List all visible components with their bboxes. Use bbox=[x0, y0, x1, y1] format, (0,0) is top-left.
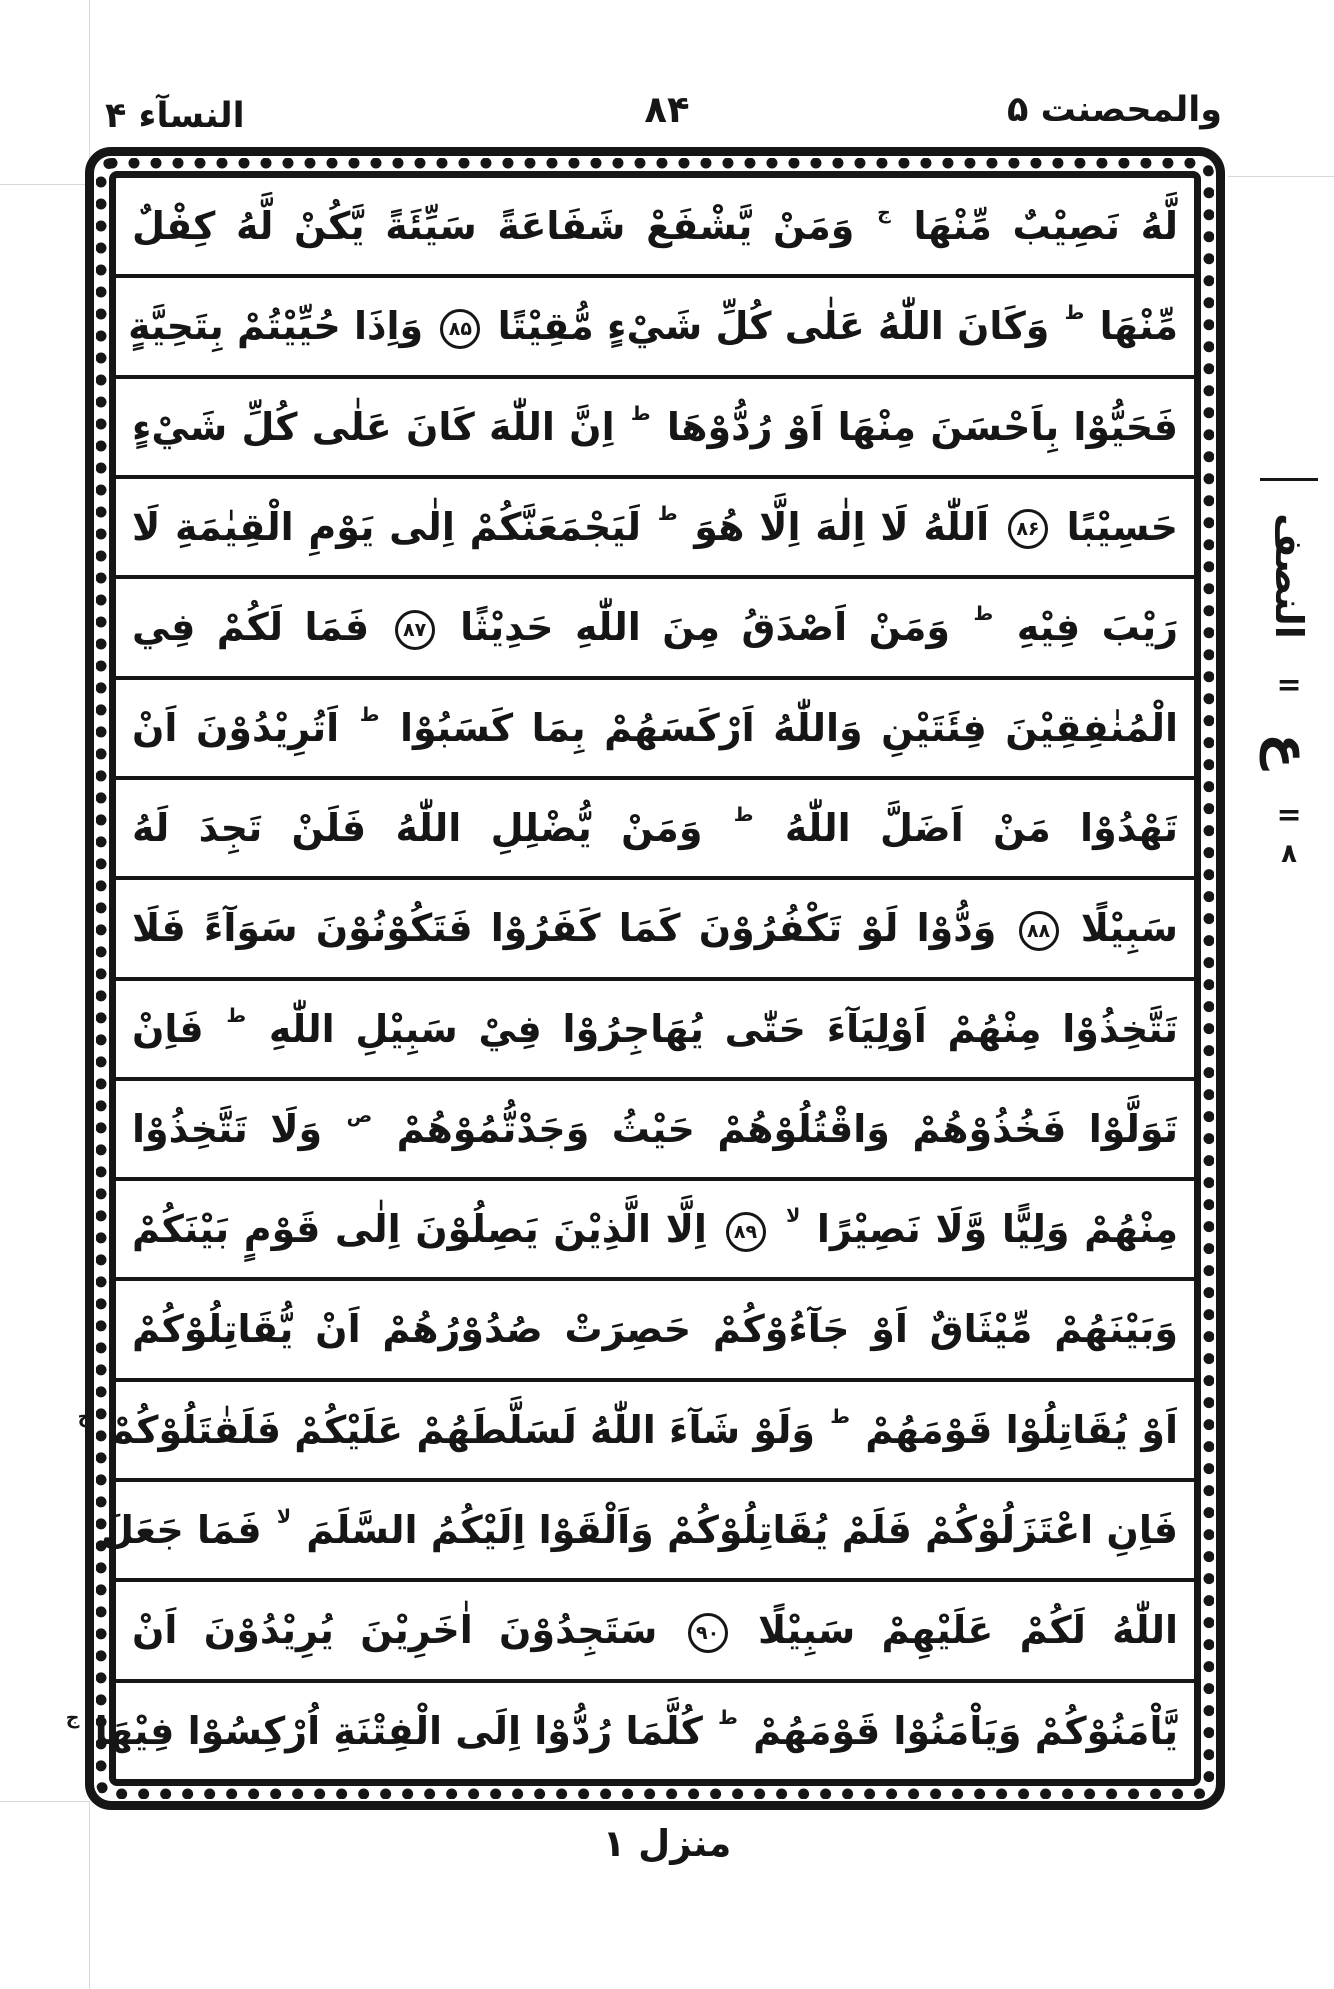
quran-text: وَلَا تَتَّخِذُوْا bbox=[132, 1106, 323, 1151]
quran-text: تَوَلَّوْا فَخُذُوْهُمْ وَاقْتُلُوْهُمْ حَيْثُ وَجَدْتُّمُوْهُمْ bbox=[396, 1106, 1178, 1151]
verse-number-badge: ۸۶ bbox=[1008, 509, 1048, 549]
quran-line: تَتَّخِذُوْا مِنْهُمْ اَوْلِيَآءَ حَتّٰى يُهَاجِرُوْا فِيْ سَبِيْلِ اللّٰهِ ط فَاِنْ bbox=[116, 981, 1194, 1081]
quran-text: يَّاْمَنُوْكُمْ وَيَاْمَنُوْا قَوْمَهُمْ bbox=[753, 1708, 1178, 1753]
quran-text: سَبِيْلًا bbox=[1080, 906, 1178, 951]
verse-number-badge: ۸۸ bbox=[1019, 911, 1059, 951]
beaded-border bbox=[65, 158, 1214, 1799]
scan-guide-line-top-right-horizontal bbox=[1228, 176, 1334, 177]
ruku-number: ۸ bbox=[1281, 839, 1297, 869]
scan-guide-line-top-left-horizontal bbox=[0, 184, 89, 185]
quran-line: لَّهُ نَصِيْبٌ مِّنْهَا ج وَمَنْ يَّشْفَعْ شَفَاعَةً سَيِّئَةً يَّكُنْ لَّهُ كِفْلٌ bbox=[116, 178, 1194, 278]
quran-text: لَّهُ نَصِيْبٌ مِّنْهَا bbox=[913, 204, 1178, 248]
quran-line: تَوَلَّوْا فَخُذُوْهُمْ وَاقْتُلُوْهُمْ حَيْثُ وَجَدْتُّمُوْهُمْ ص وَلَا تَتَّخِذُوْا bbox=[116, 1081, 1194, 1181]
quran-text: وَمَنْ يُّضْلِلِ اللّٰهُ فَلَنْ تَجِدَ لَهُ bbox=[132, 805, 703, 850]
verse-number-badge: ۸۹ bbox=[726, 1212, 766, 1252]
margin-nisf-ruku-marker bbox=[1246, 478, 1332, 1018]
quran-line: حَسِيْبًا ۸۶ اَللّٰهُ لَا اِلٰهَ اِلَّا هُوَ ط لَيَجْمَعَنَّكُمْ اِلٰى يَوْمِ الْقِيٰمَةِ لَا bbox=[116, 479, 1194, 579]
quran-text: فَاِنِ اعْتَزَلُوْكُمْ فَلَمْ يُقَاتِلُوْكُمْ وَاَلْقَوْا اِلَيْكُمُ السَّلَمَ bbox=[306, 1508, 1178, 1553]
quran-text: وَكَانَ اللّٰهُ عَلٰى كُلِّ شَيْءٍ مُّقِيْتًا bbox=[497, 304, 1050, 349]
page-border-frame bbox=[65, 147, 1225, 1810]
quran-line bbox=[116, 880, 1194, 980]
quran-line: رَيْبَ فِيْهِ ط وَمَنْ اَصْدَقُ مِنَ اللّٰهِ حَدِيْثًا ۸۷ فَمَا لَكُمْ فِي bbox=[116, 579, 1194, 679]
quran-text: سَتَجِدُوْنَ اٰخَرِيْنَ يُرِيْدُوْنَ اَنْ bbox=[132, 1608, 658, 1653]
header-juz-name: والمحصنت ۵ bbox=[1007, 90, 1222, 130]
quran-text: وَمَنْ اَصْدَقُ مِنَ اللّٰهِ حَدِيْثًا bbox=[460, 605, 951, 650]
marker-separator-top: = bbox=[1276, 668, 1302, 703]
quran-text: وَاِذَا حُيِّيْتُمْ بِتَحِيَّةٍ bbox=[128, 304, 424, 349]
quran-lines bbox=[65, 178, 1194, 1779]
quran-line: الْمُنٰفِقِيْنَ فِئَتَيْنِ وَاللّٰهُ اَرْكَسَهُمْ بِمَا كَسَبُوْا ط اَتُرِيْدُوْنَ اَنْ bbox=[116, 680, 1194, 780]
quran-line bbox=[116, 1582, 1194, 1682]
ruku-ain-marker: ع bbox=[1259, 733, 1319, 769]
verse-number-badge: ۸۷ bbox=[395, 610, 435, 650]
marker-separator-bottom: = bbox=[1276, 798, 1302, 833]
quran-text: رَيْبَ فِيْهِ bbox=[1016, 605, 1179, 650]
scan-guide-line-bottom-left-horizontal bbox=[0, 1801, 89, 1802]
quran-line: يَّاْمَنُوْكُمْ وَيَاْمَنُوْا قَوْمَهُمْ ط كُلَّمَا رُدُّوْا اِلَى الْفِتْنَةِ اُرْكِسُوْا فِيْهَا ج bbox=[65, 1706, 1178, 1753]
quran-line: فَاِنِ اعْتَزَلُوْكُمْ فَلَمْ يُقَاتِلُوْكُمْ وَاَلْقَوْا اِلَيْكُمُ السَّلَمَ لا فَمَا جَعَلَ bbox=[116, 1482, 1194, 1582]
quran-text: حَسِيْبًا bbox=[1066, 504, 1179, 549]
quran-text: اللّٰهُ لَكُمْ عَلَيْهِمْ سَبِيْلًا bbox=[757, 1608, 1179, 1653]
quran-text: اِلَّا الَّذِيْنَ يَصِلُوْنَ اِلٰى قَوْمٍ بَيْنَكُمْ bbox=[132, 1207, 707, 1252]
quran-text: اَتُرِيْدُوْنَ اَنْ bbox=[132, 705, 340, 750]
quran-text: فَمَا لَكُمْ فِي bbox=[132, 605, 370, 650]
quran-text: اِنَّ اللّٰهَ كَانَ عَلٰى كُلِّ شَيْءٍ bbox=[132, 404, 615, 449]
quran-text: اَللّٰهُ لَا اِلٰهَ اِلَّا هُوَ bbox=[694, 504, 990, 549]
quran-text: وَبَيْنَهُمْ مِّيْثَاقٌ اَوْ جَآءُوْكُمْ حَصِرَتْ صُدُوْرُهُمْ اَنْ يُّقَاتِلُوْكُمْ bbox=[132, 1307, 1178, 1352]
quran-line: فَحَيُّوْا بِاَحْسَنَ مِنْهَا اَوْ رُدُّوْهَا ط اِنَّ اللّٰهَ كَانَ عَلٰى كُلِّ شَيْءٍ bbox=[116, 379, 1194, 479]
quran-line bbox=[116, 1281, 1194, 1381]
quran-text: مِّنْهَا bbox=[1099, 304, 1178, 349]
verse-number-badge: ۸۵ bbox=[440, 309, 480, 349]
quran-text: لَيَجْمَعَنَّكُمْ اِلٰى يَوْمِ الْقِيٰمَةِ لَا bbox=[132, 504, 642, 549]
quran-text: كُلَّمَا رُدُّوْا اِلَى الْفِتْنَةِ اُرْكِسُوْا فِيْهَا bbox=[94, 1708, 703, 1753]
quran-text: تَهْدُوْا مَنْ اَضَلَّ اللّٰهُ bbox=[784, 805, 1178, 850]
quran-line: مِّنْهَا ط وَكَانَ اللّٰهُ عَلٰى كُلِّ شَيْءٍ مُّقِيْتًا ۸۵ وَاِذَا حُيِّيْتُمْ بِتَحِيَّةٍ bbox=[116, 278, 1194, 378]
header-surah-name: النسآء ۴ bbox=[105, 96, 245, 136]
quran-line: اَوْ يُقَاتِلُوْا قَوْمَهُمْ ط وَلَوْ شَآءَ اللّٰهُ لَسَلَّطَهُمْ عَلَيْكُمْ فَلَقٰتَلُوْكُمْ ج bbox=[116, 1382, 1194, 1482]
nisf-label: النصف bbox=[1266, 513, 1311, 639]
manzil-caption: منزل ۱ bbox=[602, 1822, 732, 1865]
verse-number-badge: ۹۰ bbox=[688, 1613, 728, 1653]
quran-text: تَتَّخِذُوْا مِنْهُمْ اَوْلِيَآءَ حَتّٰى يُهَاجِرُوْا فِيْ سَبِيْلِ اللّٰهِ bbox=[268, 1006, 1178, 1051]
quran-text: اَوْ يُقَاتِلُوْا قَوْمَهُمْ bbox=[865, 1407, 1178, 1452]
quran-line: تَهْدُوْا مَنْ اَضَلَّ اللّٰهُ ط وَمَنْ يُّضْلِلِ اللّٰهُ فَلَنْ تَجِدَ لَهُ bbox=[116, 780, 1194, 880]
quran-text: مِنْهُمْ وَلِيًّا وَّلَا نَصِيْرًا bbox=[816, 1207, 1179, 1252]
quran-line: مِنْهُمْ وَلِيًّا وَّلَا نَصِيْرًا لا ۸۹ اِلَّا الَّذِيْنَ يَصِلُوْنَ اِلٰى قَوْمٍ بَيْنَكُمْ bbox=[116, 1181, 1194, 1281]
quran-text: وَدُّوْا لَوْ تَكْفُرُوْنَ كَمَا كَفَرُوْا فَتَكُوْنُوْنَ سَوَآءً فَلَا bbox=[132, 906, 997, 951]
text-area-border bbox=[65, 171, 1201, 1786]
marker-overline bbox=[1260, 478, 1318, 481]
quran-text: فَمَا جَعَلَ bbox=[101, 1508, 262, 1553]
quran-text: وَمَنْ يَّشْفَعْ شَفَاعَةً سَيِّئَةً يَّكُنْ لَّهُ كِفْلٌ bbox=[132, 204, 855, 248]
quran-text: الْمُنٰفِقِيْنَ فِئَتَيْنِ وَاللّٰهُ اَرْكَسَهُمْ بِمَا كَسَبُوْا bbox=[399, 705, 1178, 750]
quran-text: فَحَيُّوْا بِاَحْسَنَ مِنْهَا اَوْ رُدُّوْهَا bbox=[666, 404, 1178, 449]
header-page-number: ۸۴ bbox=[644, 88, 690, 131]
quran-text: فَاِنْ bbox=[132, 1006, 204, 1051]
quran-text: وَلَوْ شَآءَ اللّٰهُ لَسَلَّطَهُمْ عَلَيْكُمْ فَلَقٰتَلُوْكُمْ bbox=[106, 1407, 816, 1452]
